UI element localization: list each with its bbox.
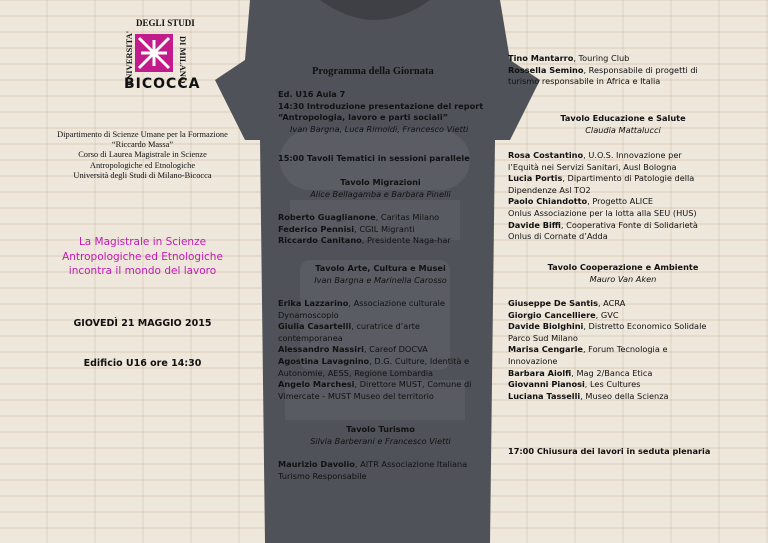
program-heading: Programma della Giornata bbox=[312, 66, 434, 77]
participant-name: Luciana Tasselli bbox=[508, 390, 581, 401]
tavolo-arte-coord: Ivan Bargna e Marinella Carosso bbox=[314, 274, 447, 285]
participant-role-cont: Onlus Associazione per la lotta alla SEU (HUS) bbox=[508, 207, 697, 218]
right-top-participants bbox=[508, 53, 748, 88]
program-middle bbox=[278, 89, 488, 135]
department-line-5: Università degli Studi di Milano-Bicocca bbox=[73, 170, 212, 180]
tavolo-migrazioni-coord: Alice Bellagamba e Barbara Pinelli bbox=[310, 188, 451, 199]
participant-role: , Dipartimento di Patologie della bbox=[562, 173, 695, 184]
participant-role: , Mag 2/Banca Etica bbox=[571, 367, 653, 378]
participant-role: , Direttore MUST, Comune di bbox=[354, 379, 472, 390]
participant-name: Erika Lazzarino bbox=[278, 298, 349, 308]
event-location: Edificio U16 ore 14:30 bbox=[83, 358, 202, 369]
participant-role: , Presidente Naga-har bbox=[361, 235, 451, 246]
turismo-participants bbox=[278, 459, 488, 482]
participant-role: , CGIL Migranti bbox=[354, 223, 415, 234]
participant-role: , GVC bbox=[595, 309, 619, 320]
department-info bbox=[30, 130, 255, 181]
participant-role: , ACRA bbox=[597, 298, 626, 308]
participant-role-cont: turismo responsabile in Africa e Italia bbox=[508, 76, 661, 87]
intro-speakers: Ivan Bargna, Luca Rimoldi, Francesco Vietti bbox=[290, 123, 469, 134]
tavoli-heading: 15:00 Tavoli Tematici in sessioni parallele bbox=[278, 153, 470, 163]
participant-role-cont: Onlus di Cornate d’Adda bbox=[508, 231, 608, 242]
tavolo-educazione-coord: Claudia Mattalucci bbox=[585, 124, 661, 135]
participant-role-cont: Turismo Responsabile bbox=[278, 470, 367, 481]
migrazioni-participants bbox=[278, 212, 488, 247]
tavolo-educazione bbox=[508, 113, 738, 136]
participant-role: , Responsabile di progetti di bbox=[583, 64, 698, 75]
participant-role-cont: Dipendenze Asl TO2 bbox=[508, 184, 591, 195]
tavolo-cooperazione-coord: Mauro Van Aken bbox=[589, 273, 657, 284]
participant-role-cont: contemporanea bbox=[278, 332, 343, 343]
logo-degli-studi: DEGLI STUDI bbox=[136, 18, 195, 28]
participant-role: , U.O.S. Innovazione per bbox=[583, 150, 682, 160]
cooperazione-participants bbox=[508, 298, 748, 402]
participant-name: Giovanni Pianosi bbox=[508, 379, 585, 390]
department-line-2: “Riccardo Massa” bbox=[111, 140, 174, 150]
tavolo-migrazioni-title: Tavolo Migrazioni bbox=[340, 177, 421, 187]
participant-role: , Distretto Economico Solidale bbox=[583, 321, 707, 332]
participant-role: , Les Cultures bbox=[584, 379, 641, 390]
educazione-participants bbox=[508, 150, 748, 243]
tavolo-turismo bbox=[278, 424, 483, 447]
logo-bicocca: BICOCCA bbox=[124, 76, 201, 92]
event-title-line-3: incontra il mondo del lavoro bbox=[68, 265, 217, 277]
tavolo-arte-title: Tavolo Arte, Cultura e Musei bbox=[315, 263, 446, 273]
participant-role-cont: Innovazione bbox=[508, 355, 558, 366]
department-line-3: Corso di Laurea Magistrale in Scienze bbox=[78, 150, 207, 160]
participant-name: Maurizio Davolio bbox=[278, 459, 355, 469]
participant-role-cont: Dynamoscopio bbox=[278, 309, 339, 320]
department-line-4: Antropologiche ed Etnologiche bbox=[89, 160, 196, 170]
report-title-line: “Antropologia, lavoro e parti sociali” bbox=[278, 112, 449, 123]
participant-name: Alessandro Nassiri bbox=[278, 344, 364, 355]
event-title bbox=[30, 235, 255, 279]
event-title-line-2: Antropologiche ed Etnologiche bbox=[62, 250, 223, 263]
participant-role-cont: Vimercate - MUST Museo del territorio bbox=[278, 390, 434, 401]
participant-name: Federico Pennisi bbox=[278, 223, 355, 234]
participant-name: Giuseppe De Santis bbox=[508, 298, 598, 308]
tavolo-cooperazione bbox=[508, 262, 738, 285]
participant-role: , Touring Club bbox=[573, 53, 630, 63]
tavolo-educazione-title: Tavolo Educazione e Salute bbox=[560, 113, 686, 123]
event-title-line-1: La Magistrale in Scienze bbox=[78, 236, 207, 248]
participant-name: Marisa Cengarle bbox=[508, 344, 583, 355]
tavolo-arte bbox=[278, 263, 483, 286]
arte-participants bbox=[278, 298, 488, 402]
participant-role: , Progetto ALICE bbox=[587, 196, 654, 207]
logo-university-text: UNIVERSITA' bbox=[124, 30, 134, 86]
university-logo bbox=[110, 6, 210, 118]
participant-name: Angelo Marchesi bbox=[278, 379, 355, 390]
participant-role: , curatrice d’arte bbox=[351, 321, 420, 332]
participant-role-cont: Autonomie, AESS, Regione Lombardia bbox=[278, 367, 434, 378]
participant-name: Paolo Chiandotto bbox=[508, 196, 588, 207]
participant-name: Giulia Casartelli bbox=[278, 321, 352, 332]
participant-role: , Caritas Milano bbox=[375, 212, 440, 222]
participant-role-cont: l’Equità nei Servizi Sanitari, Ausl Bologna bbox=[508, 161, 677, 172]
tavolo-cooperazione-title: Tavolo Cooperazione e Ambiente bbox=[547, 262, 699, 272]
participant-role: , D.G. Culture, Identità e bbox=[369, 355, 470, 366]
tavolo-migrazioni bbox=[278, 177, 483, 200]
department-line-1: Dipartimento di Scienze Umane per la Formazione bbox=[57, 130, 228, 139]
participant-name: Tino Mantarro bbox=[508, 53, 574, 63]
participant-role: , Museo della Scienza bbox=[580, 390, 669, 401]
participant-name: Rossella Semino bbox=[508, 64, 584, 75]
participant-role: , AITR Associazione Italiana bbox=[354, 459, 468, 469]
participant-role: , Careof DOCVA bbox=[363, 344, 428, 355]
participant-name: Agostina Lavagnino bbox=[278, 355, 370, 366]
participant-name: Lucia Portis bbox=[508, 173, 563, 184]
participant-name: Riccardo Canitano bbox=[278, 235, 362, 246]
logo-di-milano: DI MILANO bbox=[178, 36, 188, 84]
closing-session: 17:00 Chiusura dei lavori in seduta plenaria bbox=[508, 446, 711, 456]
room-line: Ed. U16 Aula 7 bbox=[278, 89, 346, 99]
participant-name: Rosa Costantino bbox=[508, 150, 584, 160]
participant-name: Barbara Aiolfi bbox=[508, 367, 572, 378]
tavolo-turismo-coord: Silvia Barberani e Francesco Vietti bbox=[310, 435, 451, 446]
participant-role: , Forum Tecnologia e bbox=[582, 344, 668, 355]
participant-name: Davide Biolghini bbox=[508, 321, 584, 332]
participant-role: , Associazione culturale bbox=[348, 298, 445, 308]
participant-role-cont: Parco Sud Milano bbox=[508, 332, 578, 343]
participant-name: Roberto Guaglianone bbox=[278, 212, 376, 222]
intro-line: 14:30 Introduzione presentazione del report bbox=[278, 100, 484, 111]
participant-name: Davide Biffi bbox=[508, 219, 561, 230]
participant-name: Giorgio Cancelliere bbox=[508, 309, 596, 320]
tavolo-turismo-title: Tavolo Turismo bbox=[346, 424, 415, 434]
event-date: GIOVEDÌ 21 MAGGIO 2015 bbox=[73, 318, 212, 329]
participant-role: , Cooperativa Fonte di Solidarietà bbox=[560, 219, 698, 230]
